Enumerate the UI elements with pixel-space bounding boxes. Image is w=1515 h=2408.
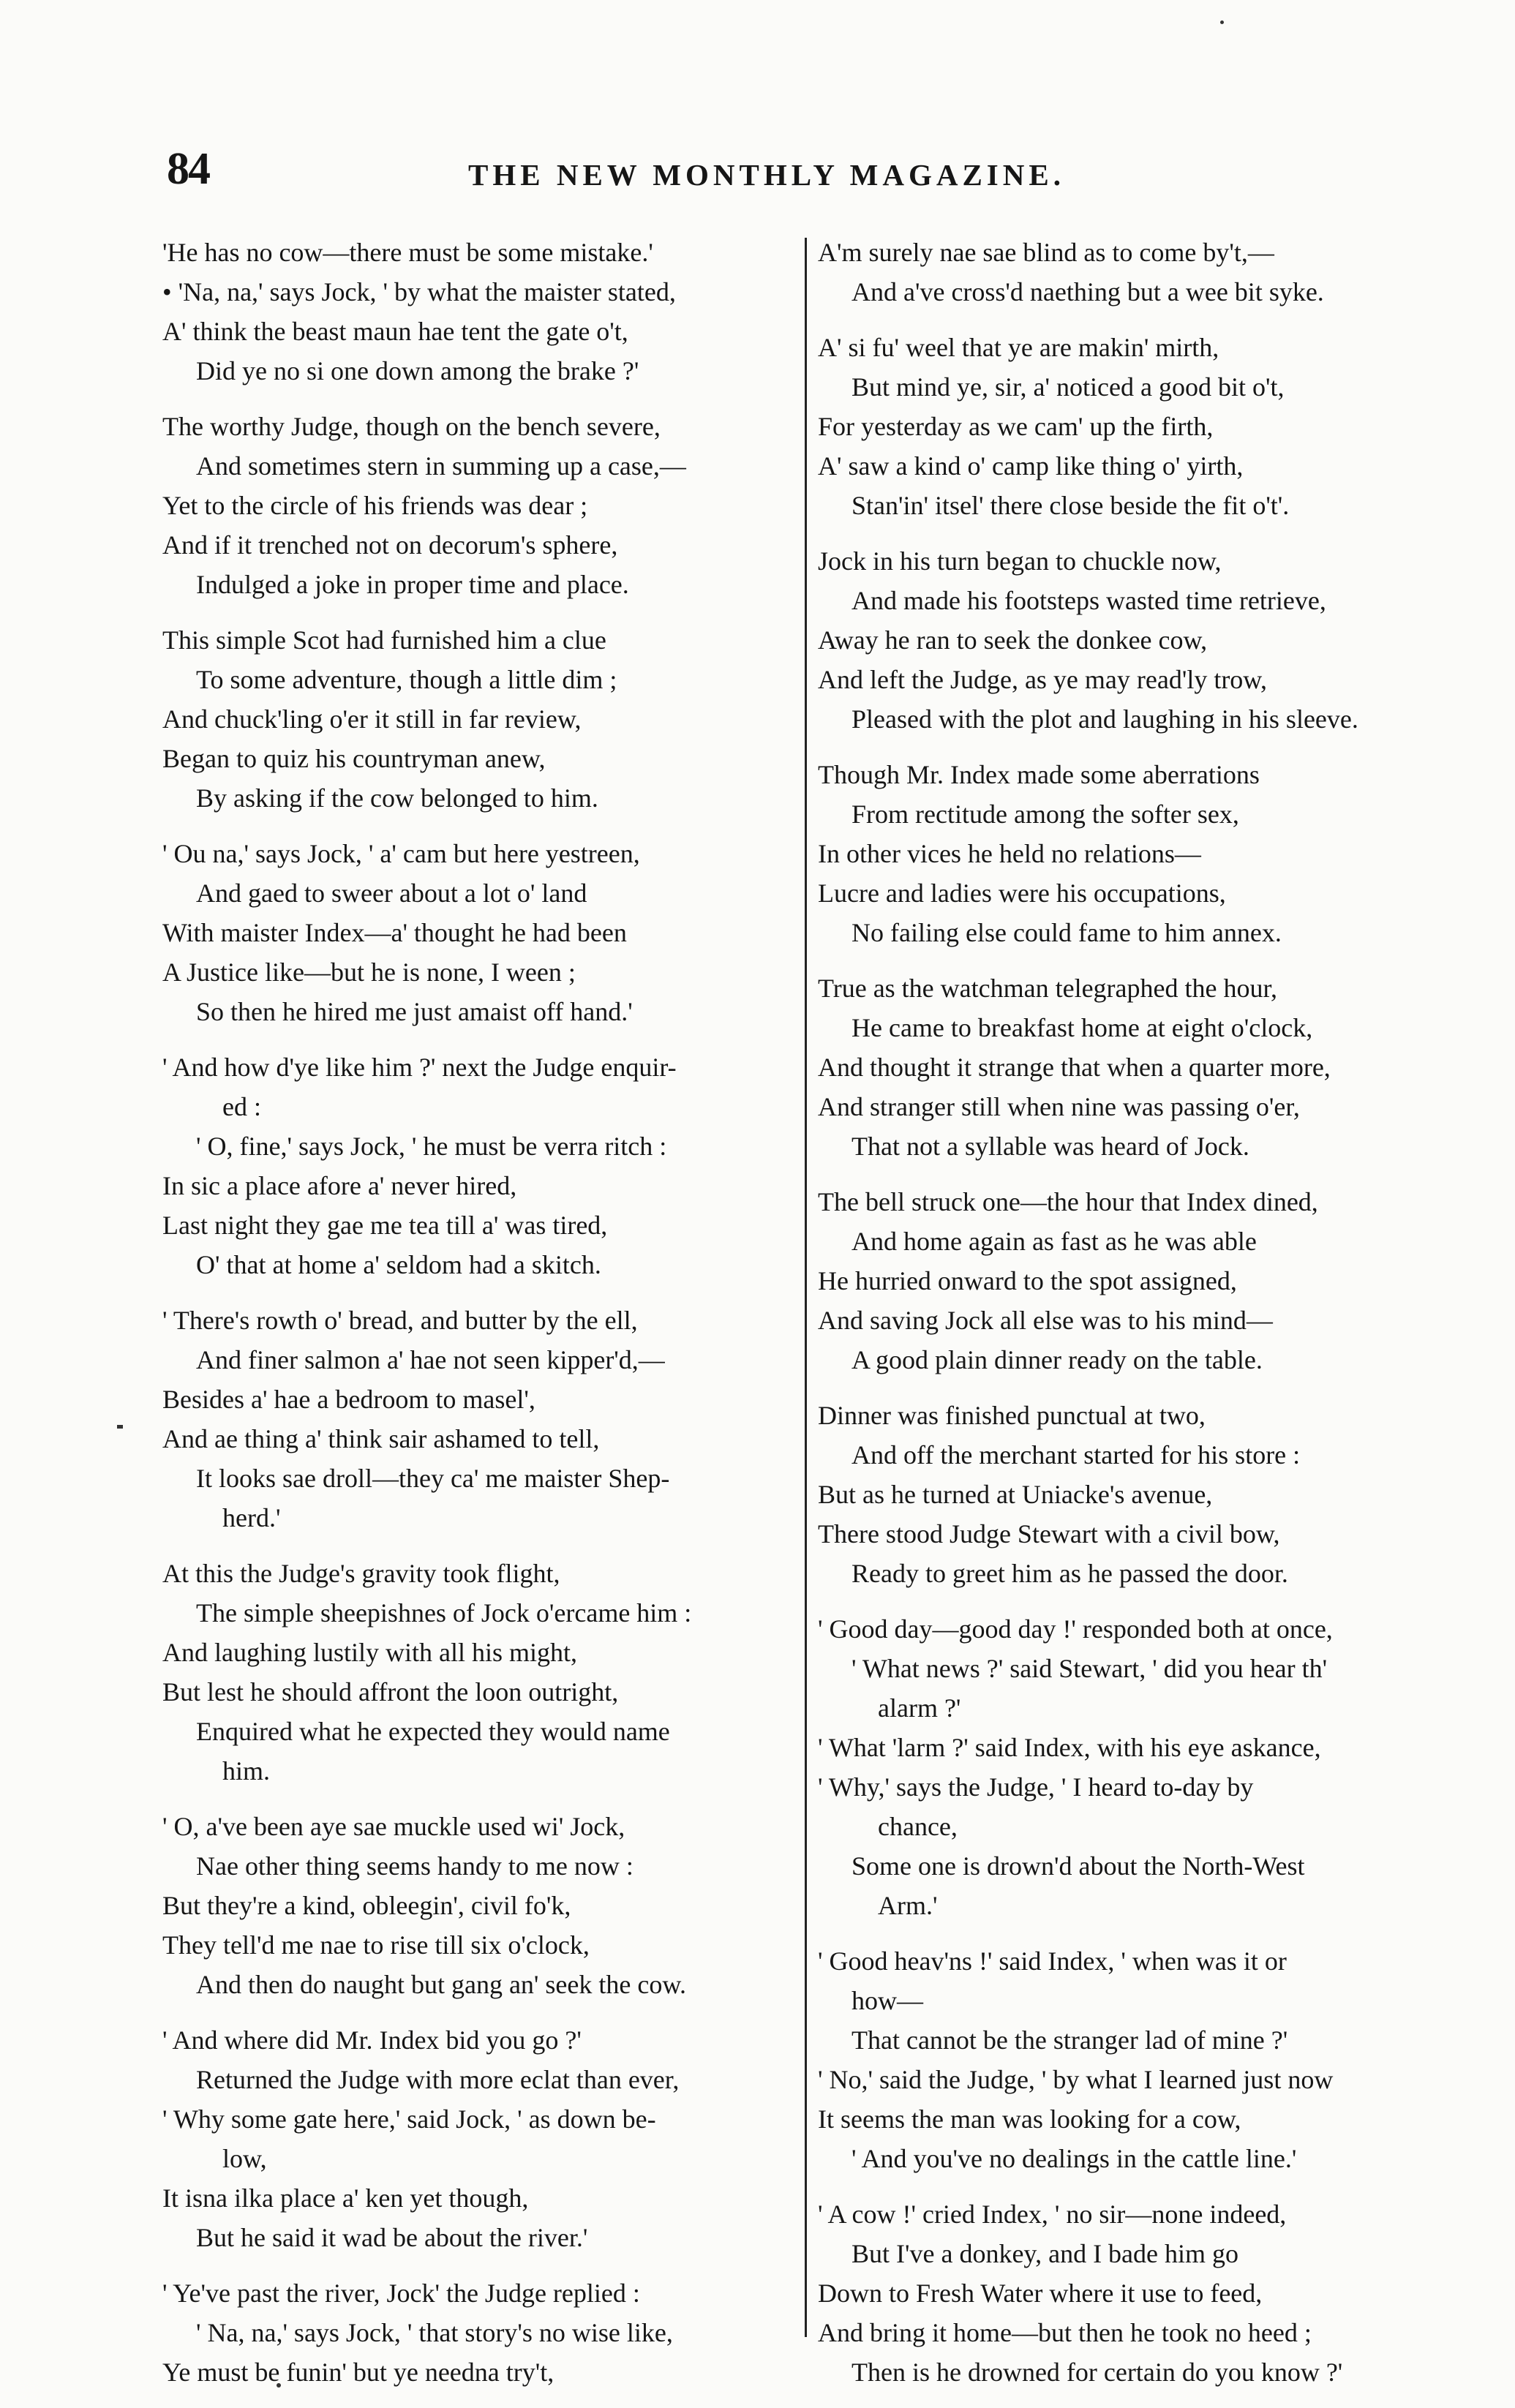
verse-line: ' Na, na,' says Jock, ' that story's no wise like, [196,2318,673,2347]
verse-line: Stan'in' itsel' there close beside the fit o't'. [852,491,1290,520]
verse-line: And a've cross'd naething but a wee bit syke. [852,277,1324,306]
verse-line: That cannot be the stranger lad of mine ?' [852,2025,1288,2055]
verse-line: Down to Fresh Water where it use to feed, [818,2279,1263,2308]
verse-line: And finer salmon a' hae not seen kipper'd,— [196,1345,665,1374]
verse-line: Though Mr. Index made some aberrations [818,760,1260,789]
verse-line: But they're a kind, obleegin', civil fo'k, [162,1891,571,1920]
verse-line: But as he turned at Uniacke's avenue, [818,1480,1213,1509]
column-rule [805,238,807,2337]
verse-line: To some adventure, though a little dim ; [196,665,617,694]
verse-line: Ye must be funin' but ye needna try't, [162,2358,555,2387]
verse-line: And made his footsteps wasted time retrieve, [852,586,1326,615]
verse-line: herd.' [222,1503,281,1532]
verse-line: Pleased with the plot and laughing in his sleeve. [852,704,1358,734]
right-column [818,233,1454,2408]
running-head: THE NEW MONTHLY MAGAZINE. [468,158,1065,192]
verse-line: Some one is drown'd about the North-West [852,1851,1305,1881]
verse-line: Enquired what he expected they would name [196,1717,670,1746]
verse-line: ' O, fine,' says Jock, ' he must be verra ritch : [196,1132,667,1161]
verse-line: Last night they gae me tea till a' was tired, [162,1211,608,1240]
verse-line: A'm surely nae sae blind as to come by't,— [818,238,1274,267]
verse-line: ' And you've no dealings in the cattle line.' [852,2144,1297,2173]
stanza [162,2273,799,2392]
verse-line: With maister Index—a' thought he had been [162,918,627,947]
stanza [818,1182,1454,1380]
verse-line: In other vices he held no relations— [818,839,1201,868]
verse-line: And sometimes stern in summing up a case,— [196,451,686,481]
verse-line: O' that at home a' seldom had a skitch. [196,1250,601,1279]
stanza [818,755,1454,952]
stanza [818,1609,1454,1925]
verse-line: Arm.' [878,1891,938,1920]
verse-line: A' saw a kind o' camp like thing o' yirth, [818,451,1244,481]
verse-line: ' And how d'ye like him ?' next the Judge enquir- [162,1053,677,1082]
verse-line: ' Why,' says the Judge, ' I heard to-day by [818,1772,1254,1802]
stanza [818,1396,1454,1593]
verse-line: Besides a' hae a bedroom to masel', [162,1385,535,1414]
stanza [818,968,1454,1166]
verse-line: how— [852,1986,923,2015]
verse-line: But lest he should affront the loon outright, [162,1677,619,1707]
verse-line: A Justice like—but he is none, I ween ; [162,957,576,987]
verse-line: low, [222,2144,267,2173]
verse-line: chance, [878,1812,958,1841]
verse-line: ' Good heav'ns !' said Index, ' when was it or [818,1946,1287,1976]
verse-line: ' There's rowth o' bread, and butter by the ell, [162,1306,638,1335]
verse-line: And saving Jock all else was to his mind— [818,1306,1273,1335]
verse-line: And thought it strange that when a quarter more, [818,1053,1331,1082]
verse-line: In sic a place afore a' never hired, [162,1171,517,1200]
verse-line: But I've a donkey, and I bade him go [852,2239,1239,2268]
verse-line: And home again as fast as he was able [852,1227,1257,1256]
verse-line: Jock in his turn began to chuckle now, [818,546,1222,576]
verse-line: For yesterday as we cam' up the firth, [818,412,1214,441]
verse-line: Began to quiz his countryman anew, [162,744,546,773]
stanza [162,2020,799,2257]
verse-line: And chuck'ling o'er it still in far review, [162,704,582,734]
stanza [162,1554,799,1791]
verse-line: Then is he drowned for certain do you know ?' [852,2358,1343,2387]
stanza [162,1047,799,1284]
verse-line: A' think the beast maun hae tent the gate o't, [162,317,628,346]
verse-line: And ae thing a' think sair ashamed to tell, [162,1424,600,1453]
verse-line: him. [222,1756,271,1786]
verse-line: Nae other thing seems handy to me now : [196,1851,634,1881]
verse-line: • 'Na, na,' says Jock, ' by what the maister stated, [162,277,676,306]
verse-line: ' A cow !' cried Index, ' no sir—none indeed, [818,2200,1287,2229]
verse-line: From rectitude among the softer sex, [852,799,1239,829]
verse-line: He came to breakfast home at eight o'clock, [852,1013,1313,1042]
verse-line: Away he ran to seek the donkee cow, [818,625,1208,655]
verse-line: And laughing lustily with all his might, [162,1638,577,1667]
verse-line: ' Ou na,' says Jock, ' a' cam but here yestreen, [162,839,640,868]
ink-speck [1220,20,1224,24]
verse-line: ed : [222,1092,261,1121]
left-column [162,233,799,2408]
stanza [818,2194,1454,2392]
verse-line: ' What news ?' said Stewart, ' did you hear th' [852,1654,1328,1683]
verse-line: A' si fu' weel that ye are makin' mirth, [818,333,1219,362]
stanza [162,1301,799,1538]
verse-line: A good plain dinner ready on the table. [852,1345,1263,1374]
ink-speck [117,1425,123,1429]
verse-line: And left the Judge, as ye may read'ly trow, [818,665,1267,694]
verse-line: At this the Judge's gravity took flight, [162,1559,560,1588]
verse-line: Ready to greet him as he passed the door. [852,1559,1288,1588]
verse-line: They tell'd me nae to rise till six o'clock, [162,1930,590,1960]
verse-line: So then he hired me just amaist off hand.' [196,997,633,1026]
verse-line: He hurried onward to the spot assigned, [818,1266,1237,1295]
verse-line: ' And where did Mr. Index bid you go ?' [162,2025,582,2055]
stanza [818,328,1454,525]
verse-line: And gaed to sweer about a lot o' land [196,878,587,908]
verse-line: Yet to the circle of his friends was dear ; [162,491,588,520]
verse-line: alarm ?' [878,1693,961,1723]
verse-line: ' What 'larm ?' said Index, with his eye askance, [818,1733,1321,1762]
verse-line: Did ye no si one down among the brake ?' [196,356,639,385]
verse-line: There stood Judge Stewart with a civil bow, [818,1519,1280,1549]
verse-line: That not a syllable was heard of Jock. [852,1132,1249,1161]
verse-line: Dinner was finished punctual at two, [818,1401,1206,1430]
verse-line: The bell struck one—the hour that Index dined, [818,1187,1318,1216]
stanza [818,233,1454,312]
verse-line: But he said it wad be about the river.' [196,2223,588,2252]
verse-line: It isna ilka place a' ken yet though, [162,2183,529,2213]
verse-line: And stranger still when nine was passing o'er, [818,1092,1300,1121]
stanza [818,541,1454,739]
stanza [162,620,799,818]
verse-line: It seems the man was looking for a cow, [818,2104,1241,2134]
verse-line: And then do naught but gang an' seek the cow. [196,1970,686,1999]
stanza [818,1941,1454,2178]
verse-line: 'He has no cow—there must be some mistake.' [162,238,653,267]
stanza [162,834,799,1031]
verse-line: But mind ye, sir, a' noticed a good bit o't, [852,372,1285,402]
verse-line: No failing else could fame to him annex. [852,918,1282,947]
verse-line: ' O, a've been aye sae muckle used wi' Jock, [162,1812,625,1841]
verse-line: By asking if the cow belonged to him. [196,783,598,813]
stanza [162,1807,799,2004]
verse-line: ' Why some gate here,' said Jock, ' as down be- [162,2104,656,2134]
verse-line: Lucre and ladies were his occupations, [818,878,1226,908]
verse-line: The worthy Judge, though on the bench severe, [162,412,661,441]
verse-line: Returned the Judge with more eclat than ever, [196,2065,680,2094]
verse-line: And if it trenched not on decorum's sphere, [162,530,618,560]
verse-line: Indulged a joke in proper time and place. [196,570,629,599]
verse-line: ' No,' said the Judge, ' by what I learned just now [818,2065,1334,2094]
verse-line: The simple sheepishnes of Jock o'ercame him : [196,1598,692,1628]
verse-line: True as the watchman telegraphed the hour, [818,974,1278,1003]
verse-line: And bring it home—but then he took no heed ; [818,2318,1312,2347]
verse-line: ' Ye've past the river, Jock' the Judge replied : [162,2279,640,2308]
stanza [162,233,799,391]
verse-line: This simple Scot had furnished him a clue [162,625,606,655]
page-number: 84 [167,144,209,194]
verse-line: It looks sae droll—they ca' me maister Shep- [196,1464,670,1493]
verse-line: ' Good day—good day !' responded both at once, [818,1614,1333,1644]
stanza [162,407,799,604]
verse-line: And off the merchant started for his store : [852,1440,1301,1470]
